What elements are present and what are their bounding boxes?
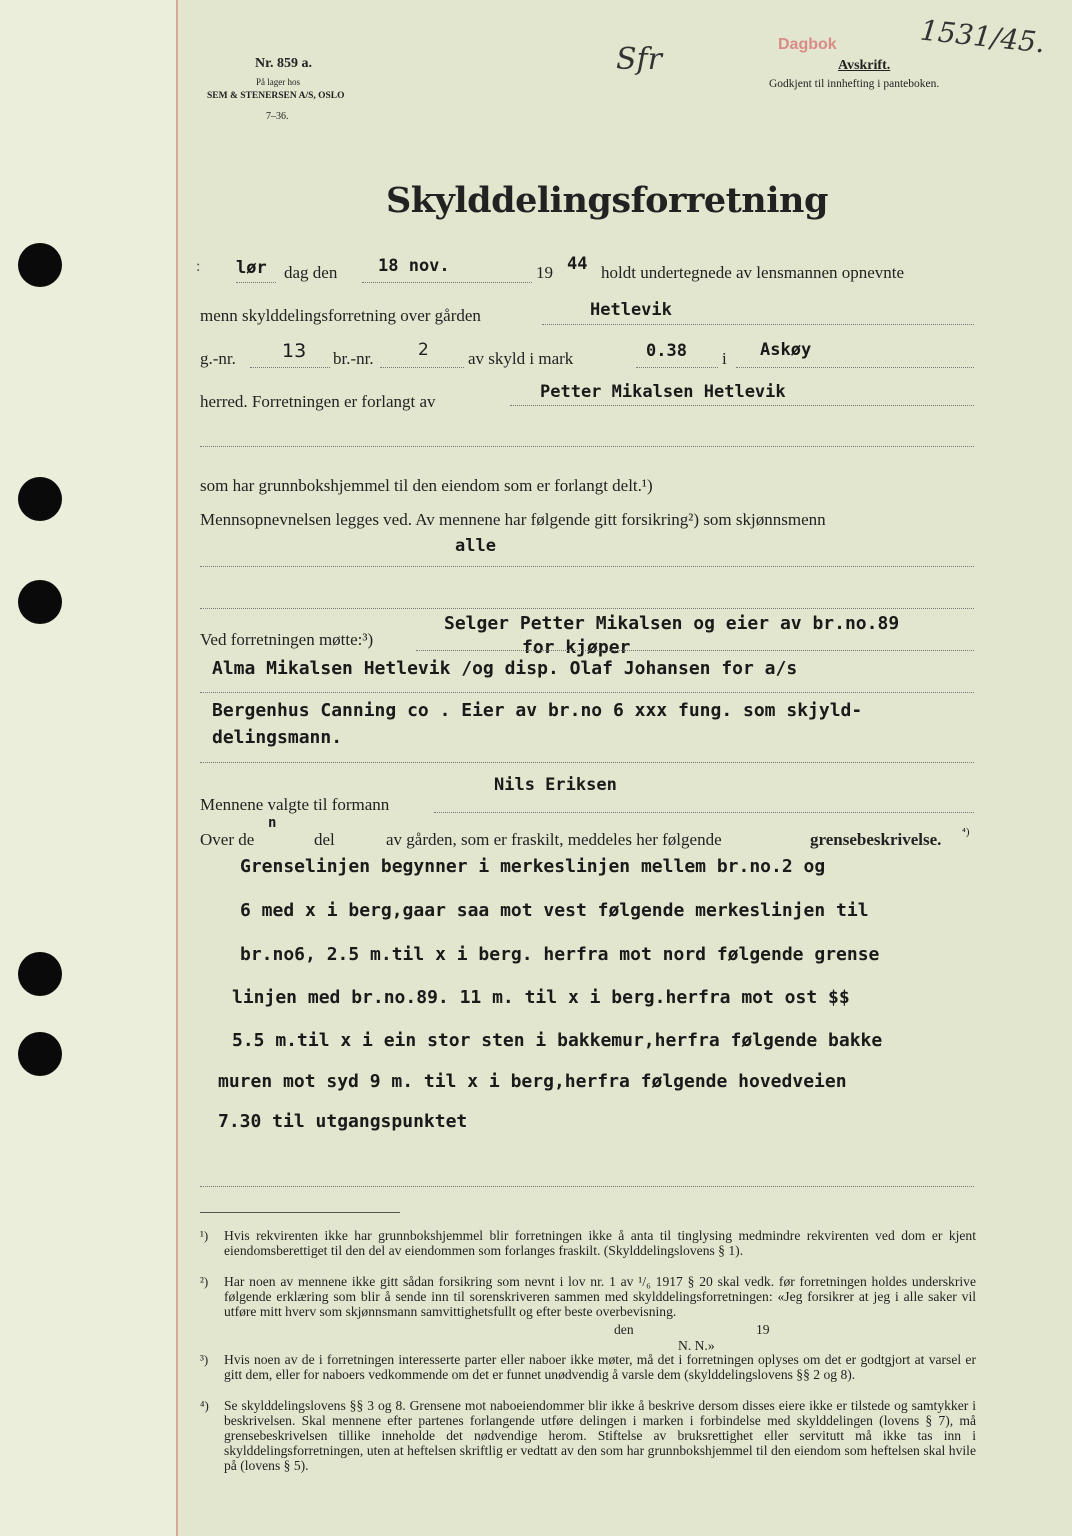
reference-number: 1531/45. <box>918 13 1047 60</box>
footnote-2: Har noen av mennene ikke gitt sådan forsikring som nevnt i lov nr. 1 av ¹/₆ 1917 § 20 skal vedk. før forretningen holdes underskrive følgende erklæring som blir å sende inn til sorenskriveren sammen med skylddelingsforretningen: «Jeg forsikrer at jeg i alle saker vil utføre mitt hverv som skjønnsmann samvittighetsfullt og efter beste overbevisning. <box>224 1274 976 1319</box>
scan-margin <box>0 0 176 1536</box>
attendee-line: Bergenhus Canning co . Eier av br.no 6 xxx fung. som skjyld- <box>212 700 863 721</box>
label-text: n <box>268 815 277 831</box>
label-text: del <box>314 830 335 849</box>
attendee-line: for kjøper <box>522 637 631 658</box>
year-value: 44 <box>567 254 588 274</box>
mennsopnevnelse-text: Mennsopnevnelsen legges ved. Av mennene har følgende gitt forsikring²) som skjønnsmenn <box>200 510 826 529</box>
assurance-value: alle <box>455 536 496 556</box>
footnote-date-label: den <box>614 1322 634 1337</box>
attendees-label: Ved forretningen møtte:³) <box>200 630 374 649</box>
footnote-number: ³) <box>200 1352 209 1367</box>
farm-value: Hetlevik <box>590 300 672 320</box>
attendee-line: delingsmann. <box>212 727 343 748</box>
boundary-line: linjen med br.no.89. 11 m. til x i berg.herfra mot ost $$ <box>232 987 850 1008</box>
label-text: 19 <box>536 263 553 282</box>
attendee-line: Alma Mikalsen Hetlevik /og disp. Olaf Johansen for a/s <box>212 658 798 679</box>
bnr-value: 2 <box>418 340 429 360</box>
publisher-name: SEM & STENERSEN A/S, OSLO <box>207 91 345 101</box>
grunnbok-text: som har grunnbokshjemmel til den eiendom som er forlangt delt.¹) <box>200 476 653 495</box>
dagbok-stamp: Dagbok <box>778 36 837 53</box>
label-text: av gården, som er fraskilt, meddeles her følgende <box>386 830 722 849</box>
avskrift-label: Avskrift. <box>838 58 891 73</box>
label-text: ⁴) <box>962 826 970 838</box>
label-text: i <box>722 349 727 368</box>
label-text: av skyld i mark <box>468 349 574 368</box>
boundary-line: 6 med x i berg,gaar saa mot vest følgende merkeslinjen til <box>240 900 869 921</box>
chairman-label: Mennene valgte til formann <box>200 795 390 814</box>
handwritten-mark: Sfr <box>616 42 662 77</box>
footnote-number: ²) <box>200 1274 209 1289</box>
publisher-line: På lager hos <box>256 77 300 87</box>
approval-text: Godkjent til innhefting i panteboken. <box>769 78 940 90</box>
form-number: Nr. 859 a. <box>255 56 313 71</box>
footnote-year-label: 19 <box>756 1322 770 1337</box>
label-text: br.-nr. <box>333 349 374 368</box>
label-text: holdt undertegnede av lensmannen opnevnte <box>601 263 905 282</box>
label-text: menn skylddelingsforretning over gården <box>200 306 481 325</box>
page-title: Skylddelingsforretning <box>386 180 828 221</box>
attendee-line: Selger Petter Mikalsen og eier av br.no.89 <box>444 613 900 634</box>
date-value: 18 nov. <box>378 256 450 276</box>
punch-hole <box>18 580 62 624</box>
footnote-4: Se skylddelingslovens §§ 3 og 8. Grensene mot naboeiendommer blir ikke å beskrive dersom disses eiere ikke er tilstede og samtykker i beskrivelsen. Skal mennene efter partenes forlangende utføre delingen i marken i forbindelse med skylddelingen (lovens § 7), må grensebeskrivelsen tillike inneholde det nødvendige herom. Stiftelse av bruksrettighet eller servitutt må ikke tas inn i skylddelingsforretningen, uten at heftelsen skriftlig er vedtatt av den som har grunnbokshjemmel til den eiendom som heftelsen skal hvile på (lovens § 5). <box>224 1398 976 1473</box>
label-text: dag den <box>284 263 338 282</box>
footnote-signature: N. N.» <box>678 1338 715 1353</box>
footnote-number: ⁴) <box>200 1398 209 1413</box>
margin-rule <box>176 0 178 1536</box>
punch-hole <box>18 243 62 287</box>
footnote-3: Hvis noen av de i forretningen interesserte parter eller naboer ikke møter, må det i forretningen oplyses om det er godtgjort at varsel er gitt dem, eller for naboers vedkommende om det er funnet unødvendig å varsle dem (skylddelingslovens §§ 2 og 8). <box>224 1352 976 1382</box>
footnote-1: Hvis rekvirenten ikke har grunnbokshjemmel blir forretningen ikke å anta til tinglysing medmindre rekvirenten ved dom er kjent eiendomsberettiget til den del av eiendommen som forlanges fraskilt. (Skylddelingslovens § 1). <box>224 1228 976 1258</box>
footnote-number: ¹) <box>200 1228 209 1243</box>
label-text: Over de <box>200 830 255 849</box>
weekday-value: lør <box>236 258 267 278</box>
boundary-line: 7.30 til utgangspunktet <box>218 1111 468 1132</box>
chairman-value: Nils Eriksen <box>494 775 617 795</box>
edition: 7–36. <box>266 111 289 122</box>
grensebeskrivelse-label: grensebeskrivelse. <box>810 830 942 849</box>
municipality-value: Askøy <box>760 340 812 360</box>
requester-value: Petter Mikalsen Hetlevik <box>540 382 786 402</box>
boundary-line: br.no6, 2.5 m.til x i berg. herfra mot nord følgende grense <box>240 944 880 965</box>
punch-hole <box>18 952 62 996</box>
label-text: herred. Forretningen er forlangt av <box>200 392 436 411</box>
boundary-line: muren mot syd 9 m. til x i berg,herfra følgende hovedveien <box>218 1071 847 1092</box>
punch-hole <box>18 477 62 521</box>
label-text: g.-nr. <box>200 349 236 368</box>
skyld-value: 0.38 <box>646 341 687 361</box>
boundary-line: 5.5 m.til x i ein stor sten i bakkemur,herfra følgende bakke <box>232 1030 883 1051</box>
boundary-line: Grenselinjen begynner i merkeslinjen mellem br.no.2 og <box>240 856 826 877</box>
gnr-value: 13 <box>282 340 307 362</box>
punch-hole <box>18 1032 62 1076</box>
